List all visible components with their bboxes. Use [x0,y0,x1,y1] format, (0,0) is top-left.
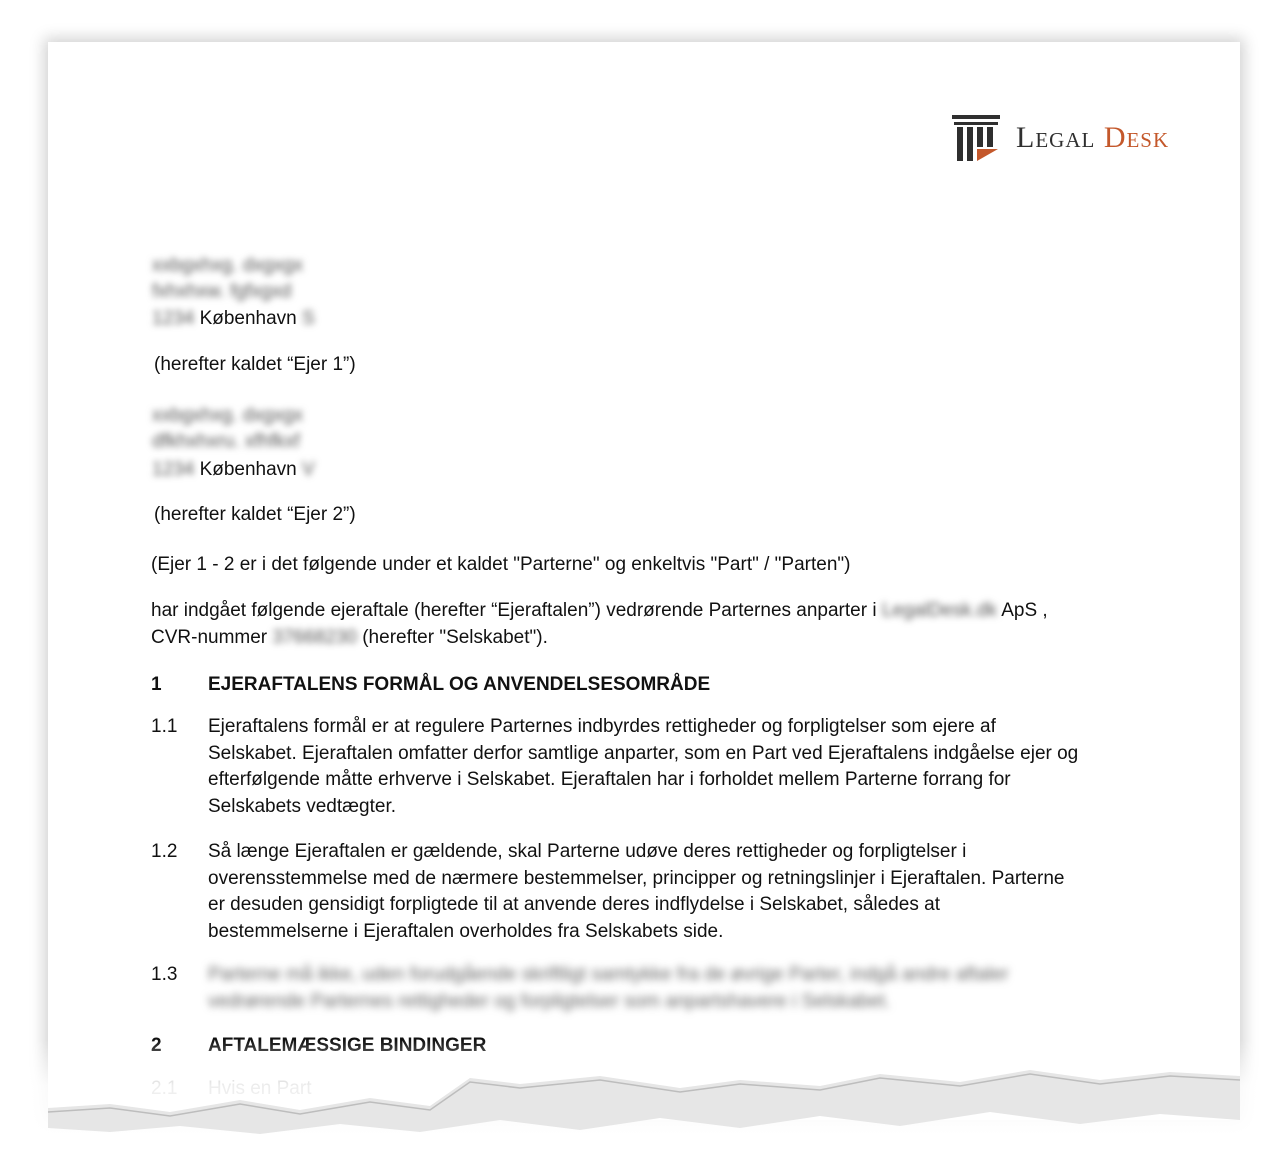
cvr-label: CVR-nummer [151,627,268,648]
clause-1-3-text-redacted [208,962,1118,1015]
clause-1-1-line-1: Ejeraftalens formål er at regulere Parternes indbyrdes rettigheder og forpligtelser som ejere af [208,716,996,737]
clause-1-2-line-4: bestemmelserne i Ejeraftalen overholdes fra Selskabets side. [208,920,724,942]
owner2-district-redacted: V [302,459,315,480]
owner1-city: København [199,308,297,329]
logo-word-desk: Desk [1103,121,1170,154]
legal-desk-logo [952,113,1169,163]
intro-text-3: (herefter "Selskabet"). [362,627,548,648]
company-name-redacted: LegalDesk.dk [881,600,997,621]
owner2-zip-redacted: 1234 [152,459,195,480]
clause-1-1-number: 1.1 [151,716,178,737]
intro-line-1 [151,598,1048,624]
owner2-definition: (herefter kaldet “Ejer 2”) [154,504,356,525]
section1-number: 1 [151,674,162,695]
intro-text-2: ApS , [1001,600,1048,621]
clause-1-2-text [208,839,1118,945]
torn-edge-graphic [0,1040,1280,1170]
owner1-definition: (herefter kaldet “Ejer 1”) [154,354,356,375]
logo-wordmark [1016,121,1169,155]
owner2-name-redacted: xxbgxhxg. dxgxgx [152,405,304,426]
logo-word-legal: Legal [1016,121,1096,154]
cvr-number-redacted: 37668230 [272,627,357,648]
clause-1-2-number: 1.2 [151,841,178,862]
owner1-district-redacted: S [302,308,315,329]
clause-1-1-line-2: Selskabet. Ejeraftalen omfatter derfor samtlige anparter, som en Part ved Ejeraftalens indgåelse ejer og [208,742,1079,764]
parties-definition: (Ejer 1 - 2 er i det følgende under et kaldet "Parterne" og enkeltvis "Part" / "Parten") [151,554,851,575]
owner2-city: København [199,459,297,480]
clause-1-2-line-2: overensstemmelse med de nærmere bestemmelser, principper og retningslinjer i Ejeraftalen. Parterne [208,867,1065,889]
clause-1-3-line-1: Parterne må ikke, uden forudgående skriftligt samtykke fra de øvrige Parter, indgå andre aftaler [208,964,1009,985]
owner1-street-redacted: fxhxhxw. fgfxgxd [152,281,292,302]
clause-1-2-line-1: Så længe Ejeraftalen er gældende, skal Parterne udøve deres rettigheder og forpligtelser i [208,841,967,862]
owner1-zip-redacted: 1234 [152,308,195,329]
owner2-city-line [152,457,315,483]
document-page [48,42,1240,1120]
intro-line-2 [151,625,548,651]
owner1-name-redacted: xxbgxhxg. dxgxgx [152,255,304,276]
owner1-city-line [152,306,315,332]
clause-1-1-text [208,714,1118,820]
pillar-logo-icon [952,113,1002,163]
clause-1-3-line-2: vedrørende Parternes rettigheder og forpligtelser som anpartshavere i Selskabet. [208,990,891,1012]
owner2-street-redacted: dfkhxhxru. xfhfkxf [152,431,300,452]
intro-text-1: har indgået følgende ejeraftale (herefter “Ejeraftalen”) vedrørende Parternes anparter i [151,600,877,621]
clause-1-2-line-3: er desuden gensidigt forpligtede til at anvende deres indflydelse i Selskabet, således at [208,894,940,916]
clause-1-3-number: 1.3 [151,964,178,985]
clause-1-1-line-4: Selskabets vedtægter. [208,795,396,817]
clause-1-1-line-3: efterfølgende måtte erhverve i Selskabet. Ejeraftalen har i forholdet mellem Parterne forrang for [208,769,1011,791]
section1-title: EJERAFTALENS FORMÅL OG ANVENDELSESOMRÅDE [208,674,711,695]
